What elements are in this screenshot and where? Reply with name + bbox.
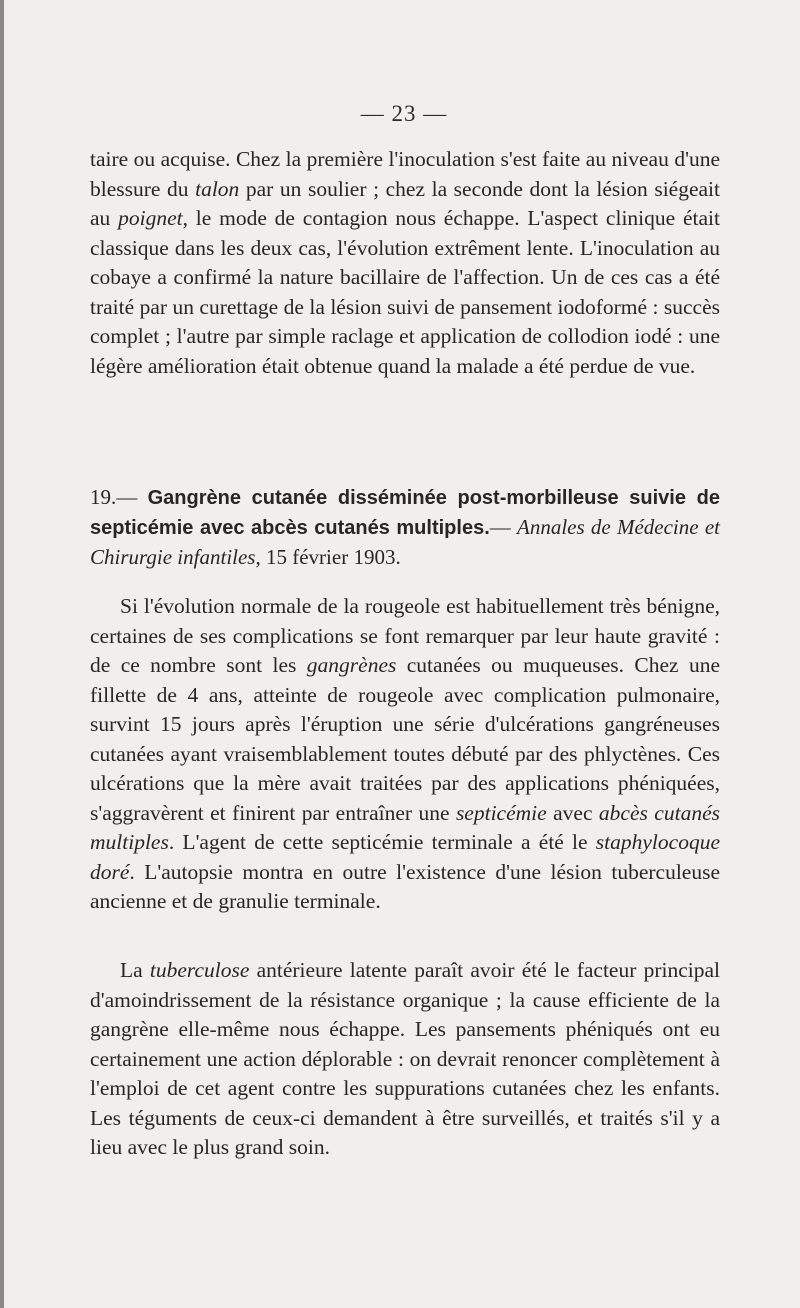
text-run: La	[120, 958, 150, 982]
text-run: cutanées ou muqueuses. Chez une fillette de 4 ans, atteinte de rougeole avec complication pulmonaire, survint 15 jours après l'éruption une série d'ulcérations gangréneuses cutanées ayant vraisemblablement toutes débuté par des phlyctènes. Ces ulcérations que la mère avait traitées par des applications phéniquées, s'aggravèrent et finirent par entraîner une	[90, 653, 720, 825]
italic-text: tuberculose	[149, 958, 250, 982]
paragraph-conclusion	[90, 956, 720, 1163]
entry-heading	[90, 483, 720, 572]
text-run: . L'autopsie montra en outre l'existence d'une lésion tuberculeuse ancienne et de granulie terminale.	[90, 859, 720, 913]
text-run: taire ou acquise. Chez la première l'inoculation s'est faite au niveau d'une blessure du	[90, 147, 720, 201]
paragraph-continuation	[90, 145, 720, 381]
text-run: , le mode de contagion nous échappe. L'aspect clinique était classique dans les deux cas, l'évolution extrêment lente. L'inoculation au cobaye a confirmé la nature bacillaire de l'affection. Un de ces cas a été traité par un curettage de la lésion suivi de pansement iodoformé : succès complet ; l'autre par simple raclage et application de collodion iodé : une légère amélioration était obtenue quand la malade a été perdue de vue.	[90, 206, 720, 378]
text-run: avec	[546, 800, 599, 825]
italic-text: gangrènes	[306, 653, 397, 677]
paragraph-abstract	[90, 592, 720, 917]
italic-text: poignet	[118, 206, 183, 230]
italic-text: abcès cutanés multiples	[90, 800, 720, 854]
text-run: par un soulier ; chez la seconde dont la lésion siégeait au	[90, 176, 721, 230]
entry-title: Gangrène cutanée disséminée post-morbilleuse suivie de septicémie avec abcès cutanés multiples.	[90, 487, 720, 539]
text-run: . L'agent de cette septicémie terminale a été le	[168, 830, 596, 854]
text-run: Si l'évolution normale de la rougeole est habituellement très bénigne, certaines de ses complications se font remarquer par leur haute gravité : de ce nombre sont les	[90, 594, 720, 677]
italic-text: talon	[195, 176, 240, 201]
italic-text: staphylocoque doré	[90, 830, 720, 884]
publication-date: , 15 février 1903.	[255, 545, 401, 569]
text-run: antérieure latente paraît avoir été le facteur principal d'amoindrissement de la résistance organique ; la cause efficiente de la gangrène elle-même nous échappe. Les pansements phéniqués ont eu certainement une action déplorable : on devrait renoncer complètement à l'emploi de cet agent contre les suppurations cutanées chez les enfants. Les téguments de ceux-ci demandent à être surveillés, et traités s'il y a lieu avec le plus grand soin.	[90, 958, 720, 1159]
journal-name: Annales de Médecine et Chirurgie infantiles	[90, 515, 720, 569]
entry-number: 19.—	[90, 485, 148, 509]
page-number: — 23 —	[360, 101, 448, 126]
italic-text: septicémie	[455, 800, 547, 825]
text-run: —	[489, 515, 517, 539]
